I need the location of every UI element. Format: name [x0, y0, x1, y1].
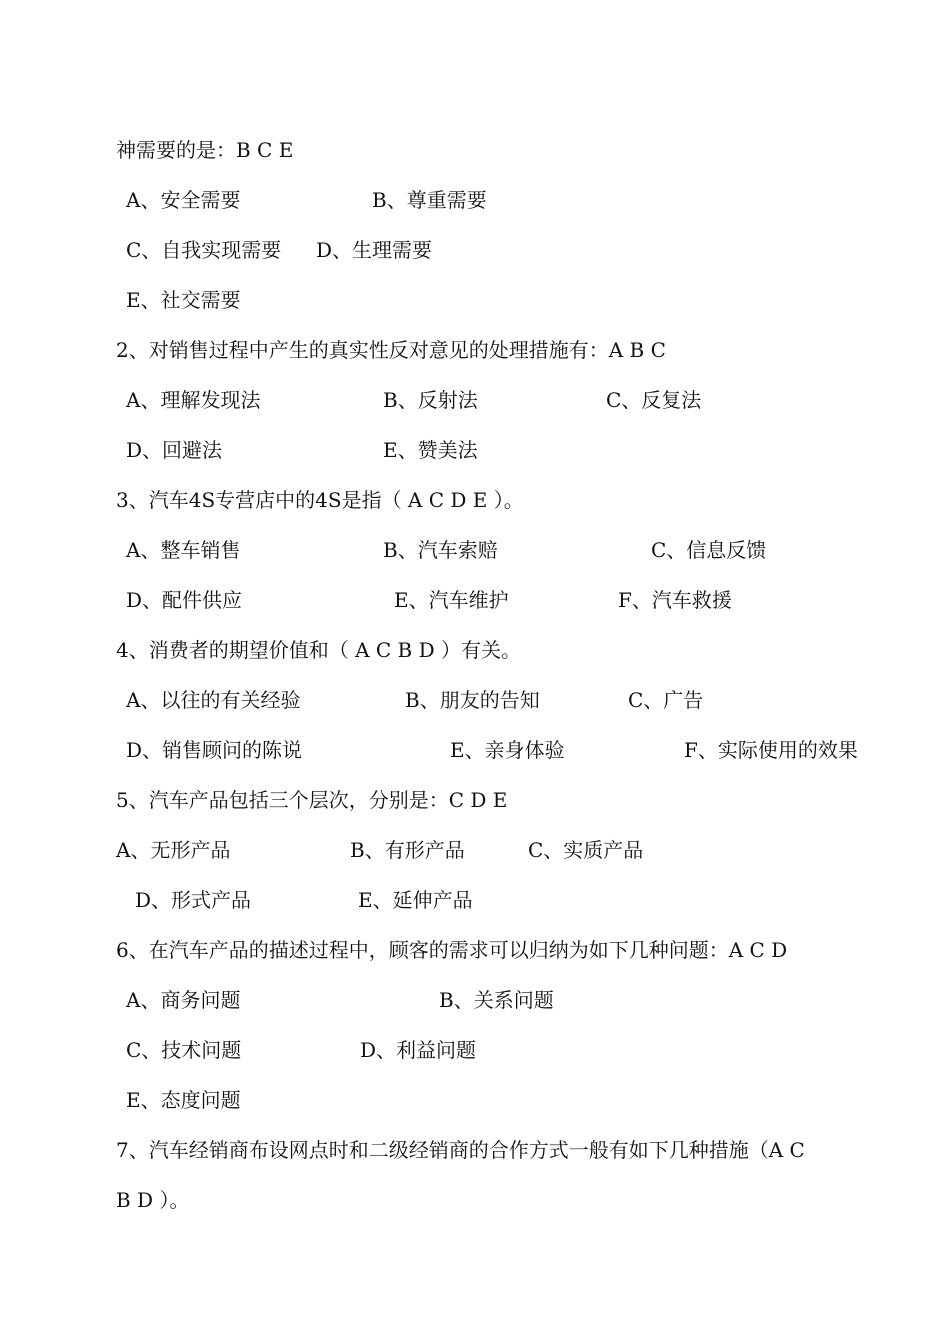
option-c: C、广告 [628, 688, 704, 712]
option-c: C、反复法 [606, 388, 702, 412]
option-d: D、配件供应 [126, 588, 243, 612]
option-e: E、汽车维护 [394, 588, 509, 612]
question-2-text: 2、对销售过程中产生的真实性反对意见的处理措施有：A B C [116, 338, 666, 362]
option-c: C、自我实现需要 [126, 238, 282, 262]
question-1-options-row-1 [0, 180, 950, 220]
question-7-text: 7、汽车经销商布设网点时和二级经销商的合作方式一般有如下几种措施（A C [116, 1138, 805, 1162]
option-a: A、整车销售 [126, 538, 241, 562]
question-2-options-row-2 [0, 430, 950, 470]
option-b: B、关系问题 [439, 988, 554, 1012]
option-e: E、赞美法 [383, 438, 478, 462]
option-d: D、形式产品 [135, 888, 252, 912]
option-f: F、实际使用的效果 [684, 738, 858, 762]
question-6-options-row-1 [0, 980, 950, 1020]
question-7-continuation [116, 1180, 189, 1220]
question-1-tail [116, 130, 293, 170]
question-1-options-row-2 [0, 230, 950, 270]
question-4 [116, 630, 521, 670]
option-b: B、汽车索赔 [383, 538, 498, 562]
question-6-text: 6、在汽车产品的描述过程中，顾客的需求可以归纳为如下几种问题：A C D [116, 938, 788, 962]
question-6-options-row-3 [0, 1080, 950, 1120]
option-a: A、无形产品 [116, 838, 231, 862]
option-a: A、理解发现法 [126, 388, 261, 412]
option-b: B、尊重需要 [372, 188, 487, 212]
option-f: F、汽车救援 [618, 588, 732, 612]
option-a: A、以往的有关经验 [126, 688, 301, 712]
question-5-text: 5、汽车产品包括三个层次，分别是：C D E [116, 788, 508, 812]
option-c: C、信息反馈 [651, 538, 767, 562]
question-3-options-row-1 [0, 530, 950, 570]
question-4-options-row-1 [0, 680, 950, 720]
option-b: B、朋友的告知 [405, 688, 540, 712]
question-4-text: 4、消费者的期望价值和（ A C B D ）有关。 [116, 638, 521, 662]
option-d: D、生理需要 [316, 238, 433, 262]
question-3-options-row-2 [0, 580, 950, 620]
option-e: E、态度问题 [126, 1088, 241, 1112]
option-d: D、销售顾问的陈说 [126, 738, 303, 762]
option-b: B、有形产品 [350, 838, 465, 862]
question-6 [116, 930, 787, 970]
option-a: A、安全需要 [126, 188, 241, 212]
question-7 [116, 1130, 805, 1170]
question-5-options-row-2 [0, 880, 950, 920]
option-e: E、亲身体验 [450, 738, 565, 762]
option-e: E、社交需要 [126, 288, 241, 312]
question-5 [116, 780, 507, 820]
option-c: C、技术问题 [126, 1038, 242, 1062]
option-b: B、反射法 [383, 388, 478, 412]
question-3-text: 3、汽车4S专营店中的4S是指（ A C D E ）。 [116, 488, 524, 512]
question-3 [116, 480, 524, 520]
option-c: C、实质产品 [528, 838, 644, 862]
question-2 [116, 330, 666, 370]
option-a: A、商务问题 [126, 988, 241, 1012]
question-1-options-row-3 [0, 280, 950, 320]
option-e: E、延伸产品 [358, 888, 473, 912]
option-d: D、回避法 [126, 438, 223, 462]
question-1-tail-text: 神需要的是：B C E [116, 138, 294, 162]
question-2-options-row-1 [0, 380, 950, 420]
option-d: D、利益问题 [360, 1038, 477, 1062]
question-4-options-row-2 [0, 730, 950, 770]
question-5-options-row-1 [0, 830, 950, 870]
question-6-options-row-2 [0, 1030, 950, 1070]
question-7-continuation-text: B D ）。 [116, 1188, 190, 1212]
